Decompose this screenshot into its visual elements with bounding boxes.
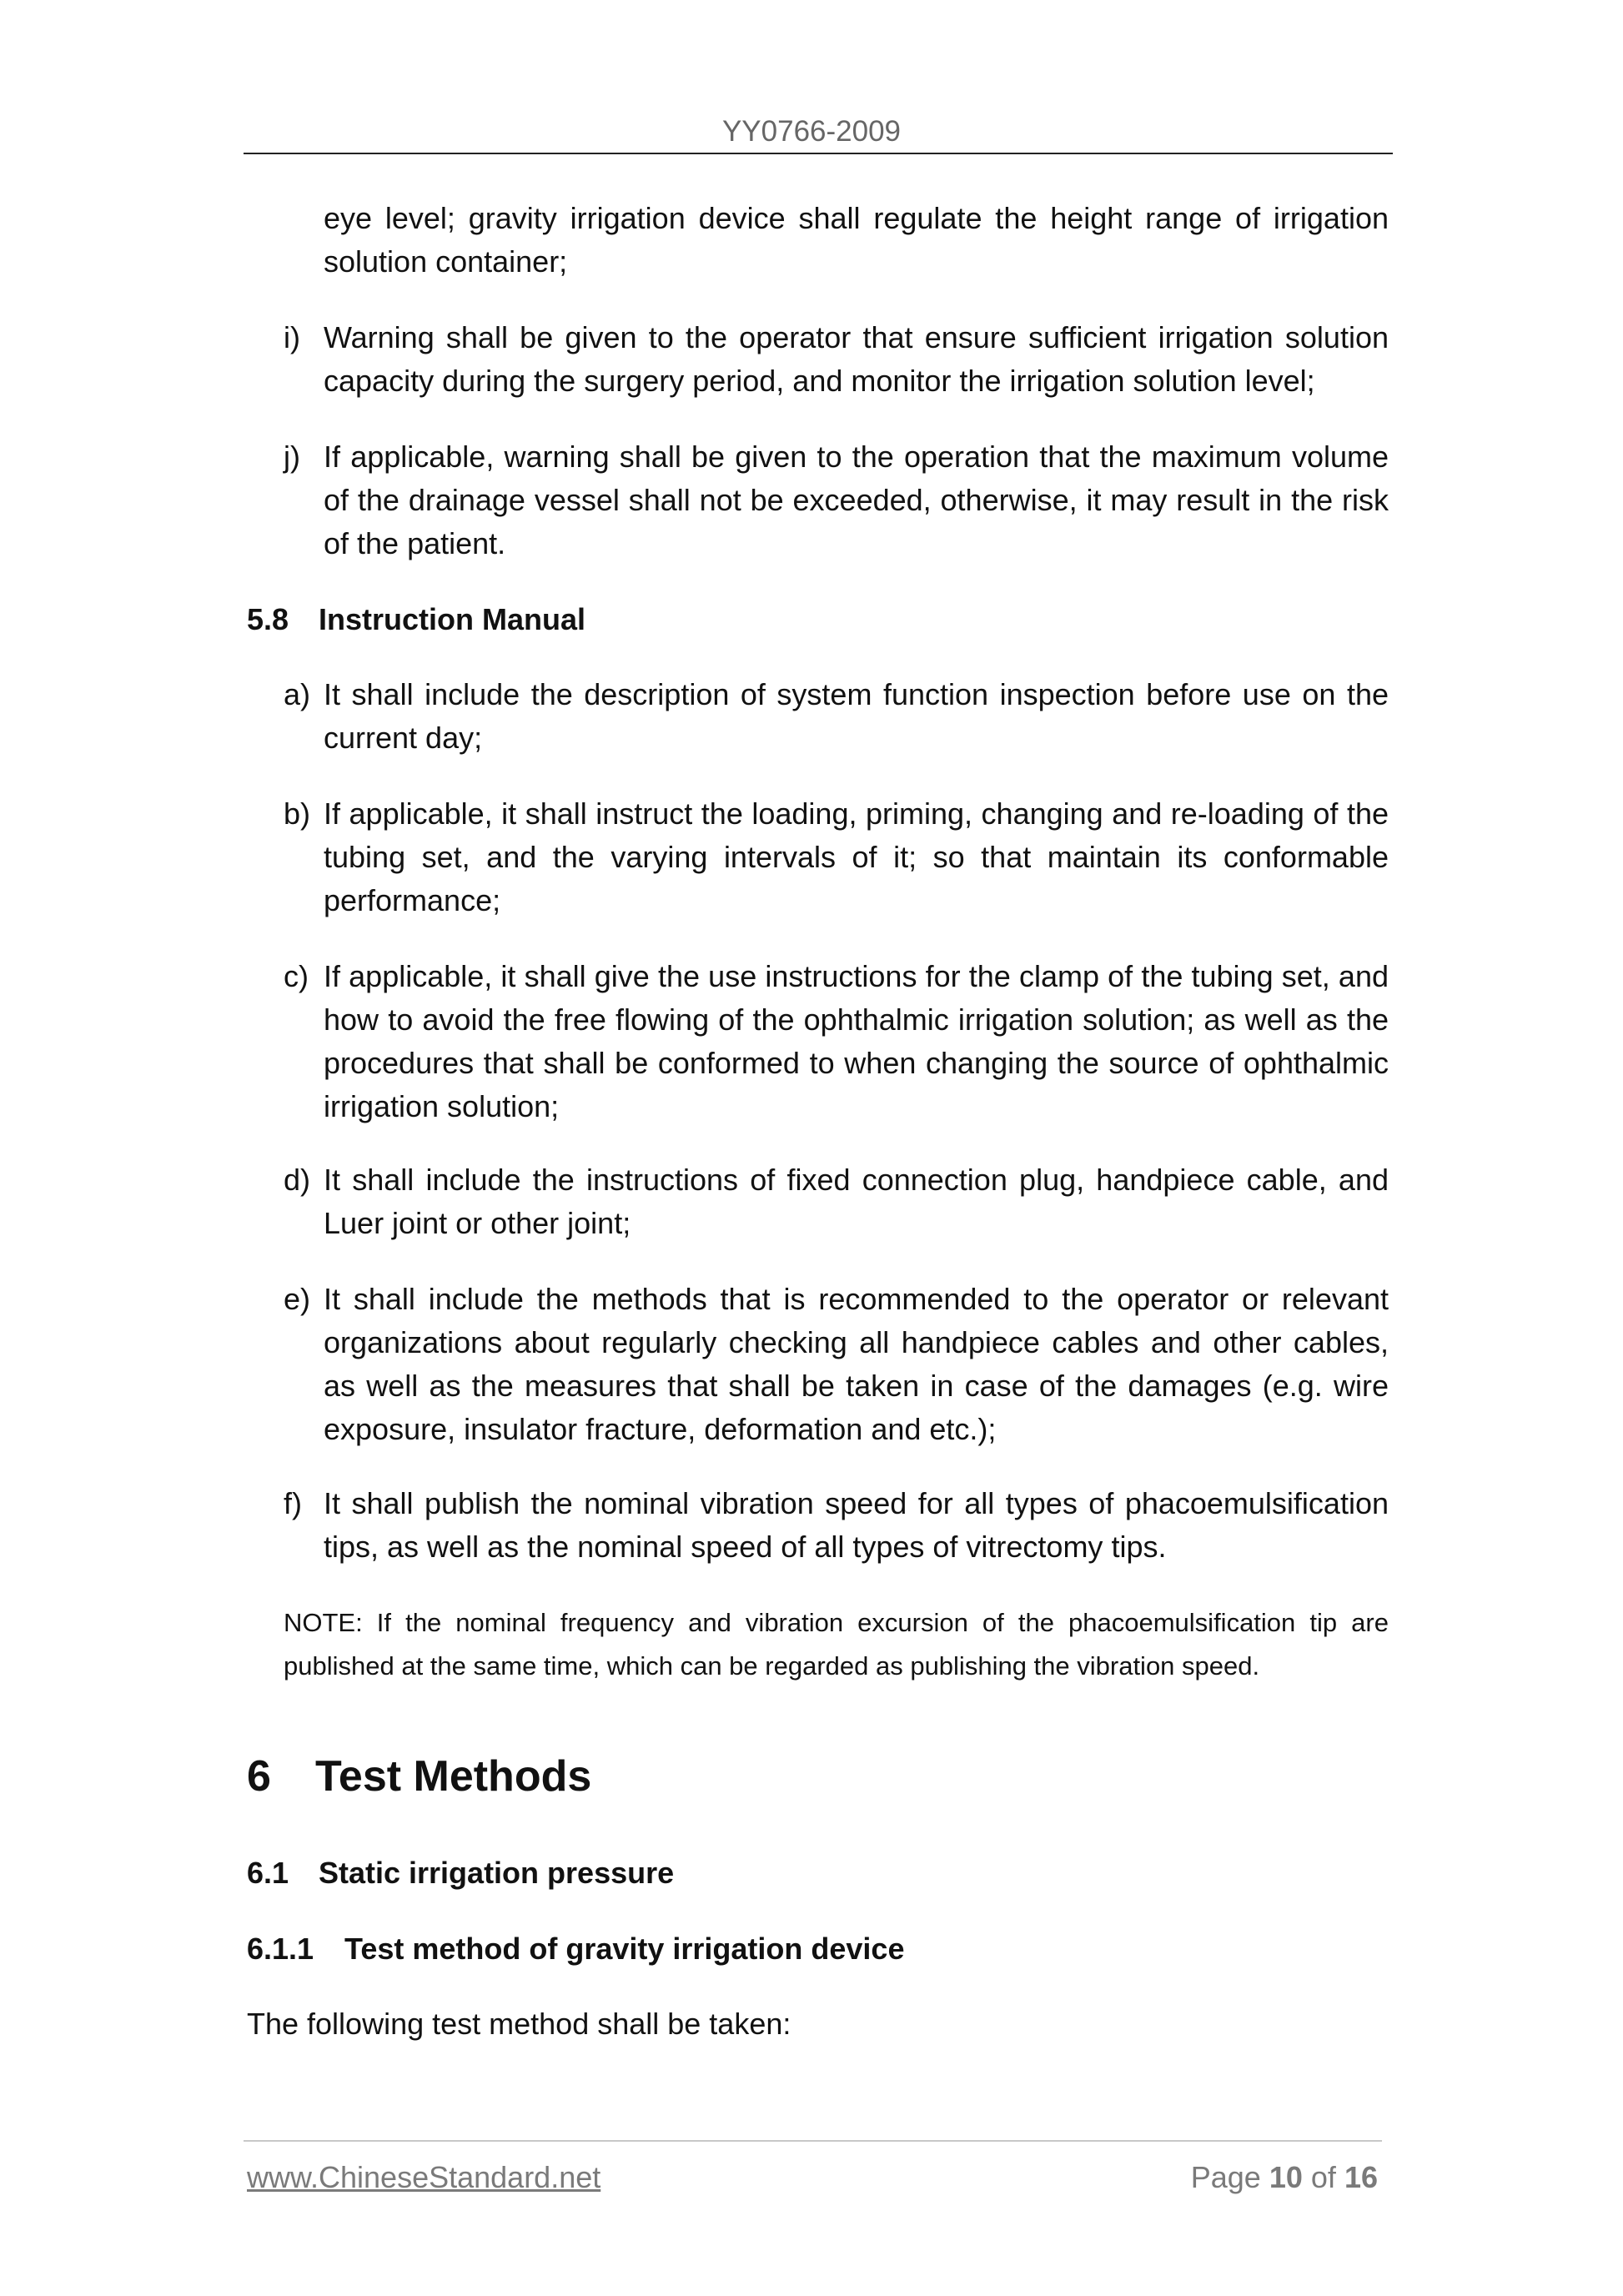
list-item: [284, 673, 1389, 760]
list-item-label: f): [284, 1486, 302, 1520]
page-indicator: [1191, 2160, 1378, 2195]
section-number: 6.1.1: [247, 1932, 314, 1966]
list-item: [284, 1158, 1389, 1245]
section-heading-6: [247, 1750, 591, 1803]
section-title: Test method of gravity irrigation device: [344, 1932, 905, 1966]
list-item-label: d): [284, 1163, 311, 1197]
list-item: [284, 1278, 1389, 1451]
list-item-label: a): [284, 677, 311, 711]
section-title: Instruction Manual: [319, 602, 586, 636]
continuation-text: eye level; gravity irrigation device shall regulate the height range of irrigation solution container;: [324, 201, 1389, 279]
list-item: [284, 792, 1389, 922]
section-heading-6-1: [247, 1851, 674, 1895]
section-title: Static irrigation pressure: [319, 1856, 675, 1890]
list-item-label: c): [284, 959, 309, 993]
header-rule: [244, 153, 1393, 154]
section-title: Test Methods: [315, 1752, 592, 1801]
list-item-text: If applicable, warning shall be given to the operation that the maximum volume of the drainage vessel shall not be exceeded, otherwise, it may result in the risk of the patient.: [324, 440, 1389, 560]
section-number: 6: [247, 1752, 271, 1801]
page-of: of: [1310, 2160, 1336, 2194]
note-text: NOTE: If the nominal frequency and vibration excursion of the phacoemulsification tip are published at the same time, which can be regarded as publishing the vibration speed.: [284, 1608, 1389, 1681]
section-heading-6-1-1: [247, 1927, 904, 1971]
page-total: 16: [1344, 2160, 1378, 2194]
list-item-label: b): [284, 796, 311, 831]
list-item-text: Warning shall be given to the operator that ensure sufficient irrigation solution capacity during the surgery period, and monitor the irrigation solution level;: [324, 320, 1389, 398]
list-item-label: e): [284, 1282, 311, 1316]
list-item-text: It shall include the description of system function inspection before use on the current day;: [324, 677, 1389, 755]
section-number: 5.8: [247, 602, 289, 636]
list-item-label: j): [284, 440, 300, 474]
section-number: 6.1: [247, 1856, 289, 1890]
page-current: 10: [1269, 2160, 1303, 2194]
list-item-label: i): [284, 320, 300, 354]
list-item: [284, 955, 1389, 1128]
footer-rule: [244, 2140, 1382, 2142]
section-heading-5-8: [247, 598, 585, 641]
list-item-text: If applicable, it shall instruct the loading, priming, changing and re-loading of the tubing set, and the varying intervals of it; so that maintain its conformable performance;: [324, 796, 1389, 917]
page-prefix: Page: [1190, 2160, 1261, 2194]
list-item-text: It shall publish the nominal vibration speed for all types of phacoemulsification tips, as well as the nominal speed of all types of vitrectomy tips.: [324, 1486, 1389, 1564]
list-item-text: It shall include the methods that is recommended to the operator or relevant organizations about regularly checking all handpiece cables and other cables, as well as the measures that shall be taken in case of the damages (e.g. wire exposure, insulator fracture, deformation and etc.);: [324, 1282, 1389, 1446]
list-item: [284, 316, 1389, 403]
list-item: [284, 435, 1389, 565]
footer-website-link[interactable]: www.ChineseStandard.net: [247, 2160, 601, 2194]
header-doc-id: YY0766-2009: [721, 115, 902, 148]
list-item-text: It shall include the instructions of fixed connection plug, handpiece cable, and Luer joint or other joint;: [324, 1163, 1389, 1240]
list-item-text: If applicable, it shall give the use instructions for the clamp of the tubing set, and how to avoid the free flowing of the ophthalmic irrigation solution; as well as the procedures that shall be conformed to when changing the source of ophthalmic irrigation solution;: [324, 959, 1389, 1123]
body-text: The following test method shall be taken:: [247, 2007, 791, 2041]
list-item: [284, 1482, 1389, 1569]
